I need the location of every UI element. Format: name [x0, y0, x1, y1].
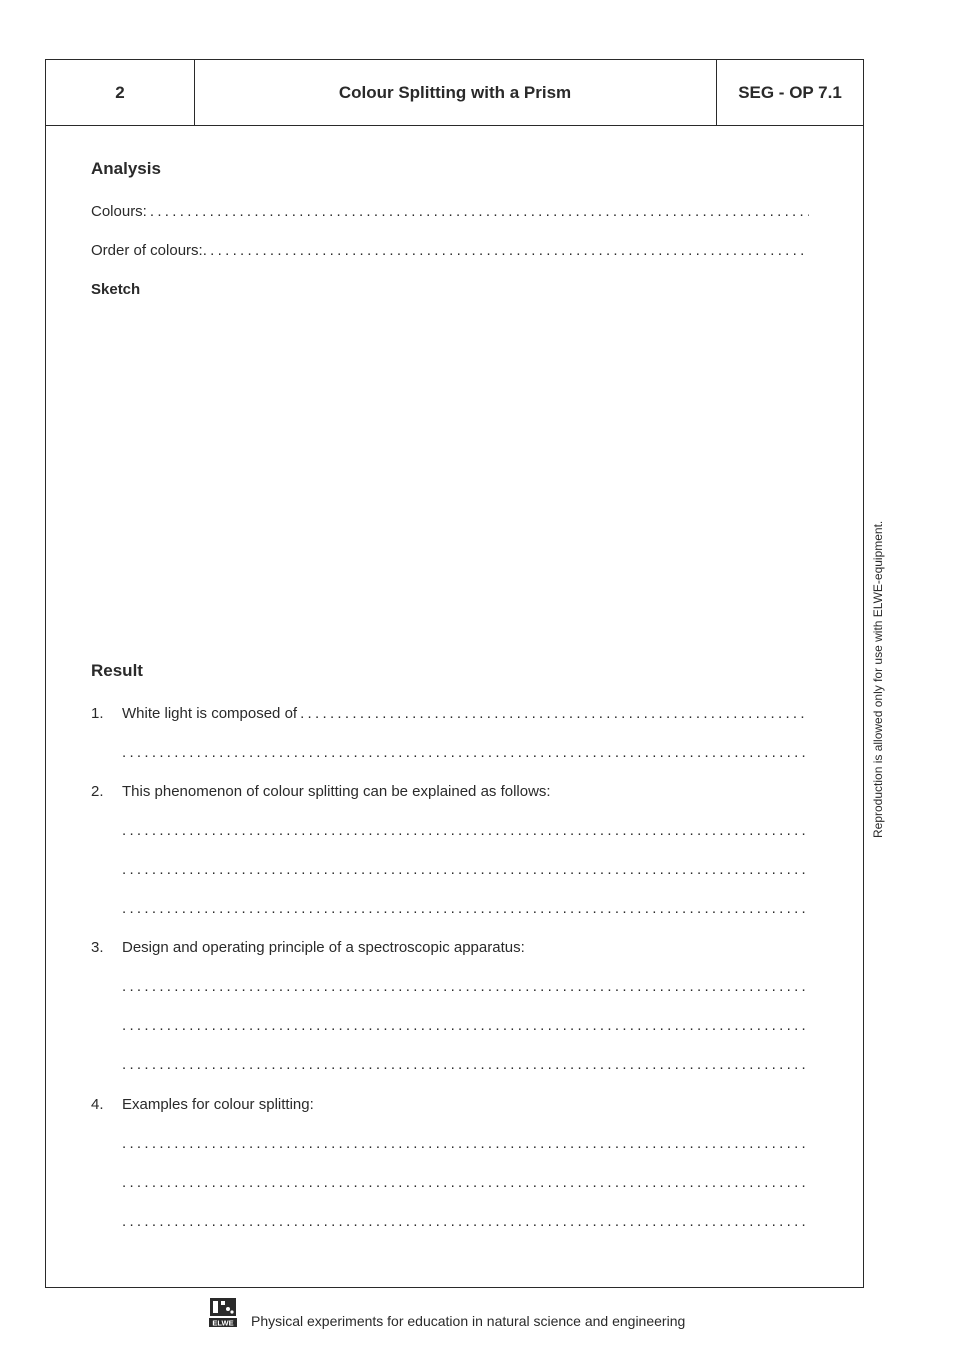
item-number: 1. — [91, 705, 104, 722]
footer-tagline: Physical experiments for education in natural science and engineering — [251, 1313, 686, 1329]
answer-line[interactable] — [122, 1135, 809, 1155]
item-1-fill-line[interactable] — [122, 705, 809, 725]
answer-line[interactable] — [122, 861, 809, 881]
item-4-text: Examples for colour splitting: — [122, 1096, 314, 1113]
answer-line[interactable] — [122, 744, 809, 764]
sketch-heading: Sketch — [91, 281, 141, 298]
page-number: 2 — [46, 60, 195, 125]
header-row — [46, 60, 863, 126]
answer-line[interactable] — [122, 978, 809, 998]
dotted-line — [203, 242, 809, 259]
dotted-line — [122, 900, 809, 917]
answer-line[interactable] — [122, 900, 809, 920]
dotted-line — [122, 822, 809, 839]
colours-fill-line[interactable] — [91, 203, 809, 223]
answer-line[interactable] — [122, 1213, 809, 1233]
dotted-line — [122, 1213, 809, 1230]
dotted-line — [122, 978, 809, 995]
item-number: 2. — [91, 783, 104, 800]
logo-text: ELWE — [212, 1318, 234, 1328]
item-number: 3. — [91, 939, 104, 956]
item-2-text: This phenomenon of colour splitting can be explained as follows: — [122, 783, 551, 800]
dotted-line — [122, 1135, 809, 1152]
answer-line[interactable] — [122, 822, 809, 842]
elwe-logo-icon — [208, 1296, 238, 1328]
dotted-line — [150, 203, 809, 220]
dotted-line — [122, 861, 809, 878]
answer-line[interactable] — [122, 1017, 809, 1037]
dotted-line — [122, 744, 809, 761]
result-heading: Result — [91, 661, 143, 680]
reproduction-notice: Reproduction is allowed only for use with ELWE-equipment. — [871, 520, 885, 838]
answer-line[interactable] — [122, 1174, 809, 1194]
dotted-line — [300, 705, 809, 722]
sketch-area[interactable] — [91, 305, 811, 645]
dotted-line — [122, 1056, 809, 1073]
order-of-colours-fill-line[interactable] — [91, 242, 809, 262]
worksheet-title: Colour Splitting with a Prism — [194, 60, 717, 125]
experiment-code: SEG - OP 7.1 — [738, 82, 842, 102]
order-of-colours-label: Order of colours: — [91, 242, 203, 259]
item-3-text: Design and operating principle of a spectroscopic apparatus: — [122, 939, 525, 956]
dotted-line — [122, 1017, 809, 1034]
analysis-heading: Analysis — [91, 159, 161, 178]
colours-label: Colours: — [91, 203, 147, 220]
item-number: 4. — [91, 1096, 104, 1113]
dotted-line — [122, 1174, 809, 1191]
answer-line[interactable] — [122, 1056, 809, 1076]
item-1-text: White light is composed of — [122, 705, 298, 722]
